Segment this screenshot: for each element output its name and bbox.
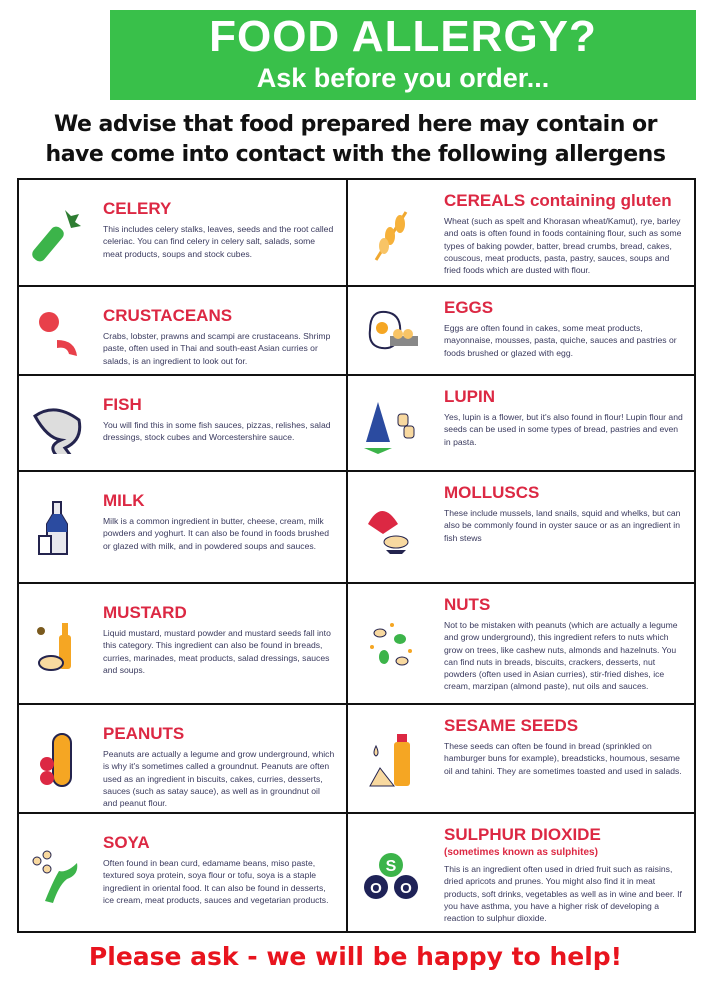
allergen-description: Crabs, lobster, prawns and scampi are crustaceans. Shrimp paste, often used in Thai and south-east Asian curries or salads, is an ingredient to look out for.	[103, 331, 331, 366]
allergen-description: Wheat (such as spelt and Khorasan wheat/Kamut), rye, barley and oats is often found in foods containing flour, such as some types of baking powder, batter, bread crumbs, bread, cakes, couscous, meat products, pasta, pastry, sauces, soups and fried foods which are dusted with flour.	[444, 216, 682, 276]
allergen-card-lupin	[348, 376, 696, 472]
allergen-card-soya	[19, 814, 348, 933]
fish-icon	[27, 392, 89, 454]
allergen-description: This is an ingredient often used in dried fruit such as raisins, dried apricots and prunes. You might also find it in meat products, soft drinks, vegetables as well as in wine and beer. If you have asthma, you have a higher risk of developing a reaction to sulphur dioxide.	[444, 864, 682, 924]
shell-icon	[360, 496, 422, 558]
allergen-name: NUTS	[444, 595, 491, 614]
allergen-name: CELERY	[103, 199, 172, 218]
allergen-description: Milk is a common ingredient in butter, cheese, cream, milk powders and yoghurt. It can also be found in foods brushed or glazed with milk, and in powdered soups and sauces.	[103, 516, 329, 551]
milk-bottle-icon	[27, 496, 89, 558]
allergen-subtitle: (sometimes known as sulphites)	[444, 847, 598, 858]
egg-icon	[360, 300, 422, 362]
lupin-icon	[360, 392, 422, 454]
allergen-description: You will find this in some fish sauces, pizzas, relishes, salad dressings, stock cubes and Worcestershire sauce.	[103, 420, 331, 443]
mustard-icon	[27, 613, 89, 675]
wheat-icon	[360, 202, 422, 264]
allergen-name: PEANUTS	[103, 724, 185, 743]
allergen-name: SOYA	[103, 833, 150, 852]
allergen-description: Not to be mistaken with peanuts (which are actually a legume and grow underground), this ingredient refers to nuts which grow on trees, like cashew nuts, almonds and hazelnuts. You can find nuts in breads, biscuits, crackers, desserts, nut powders (often used in Asian curries), stir-fried dishes, ice cream, marzipan (almond paste), nut oils and sauces.	[444, 620, 678, 692]
allergen-grid	[17, 178, 696, 933]
allergen-card-crustaceans	[19, 287, 348, 376]
crab-shrimp-icon	[27, 300, 89, 362]
so2-molecule-icon	[360, 843, 422, 905]
peanut-icon	[27, 728, 89, 790]
allergen-name: MOLLUSCS	[444, 483, 540, 502]
allergen-card-nuts	[348, 584, 696, 705]
allergen-card-sulphur-dioxide	[348, 814, 696, 933]
allergen-name: EGGS	[444, 298, 494, 317]
allergen-name: FISH	[103, 395, 142, 414]
sesame-oil-icon	[360, 728, 422, 790]
nuts-icon	[360, 613, 422, 675]
allergen-description: Yes, lupin is a flower, but it's also found in flour! Lupin flour and seeds can be used in some types of bread, pastries and even in pasta.	[444, 412, 683, 447]
allergen-description: These seeds can often be found in bread (sprinkled on hamburger buns for example), breadsticks, houmous, sesame oil and tahini. They are sometimes toasted and used in salads.	[444, 741, 682, 776]
allergen-name: CEREALS containing gluten	[444, 191, 672, 210]
advisory-text: We advise that food prepared here may contain or have come into contact with the following allergens	[45, 112, 666, 167]
allergen-card-celery	[19, 180, 348, 287]
allergen-card-mustard	[19, 584, 348, 705]
allergen-description: Often found in bean curd, edamame beans, miso paste, textured soya protein, soya flour or tofu, soya is a staple ingredient in oriental food. It can also be found in desserts, ice cream, meat products, sauces and vegetarian products.	[103, 858, 329, 905]
page-subtitle: Ask before you order...	[256, 63, 550, 93]
allergen-card-cereals-containing-gluten	[348, 180, 696, 287]
page-title: FOOD ALLERGY?	[209, 12, 597, 61]
celery-icon	[27, 202, 89, 264]
allergen-description: Eggs are often found in cakes, some meat products, mayonnaise, mousses, pasta, quiche, sauces and pastries or foods brushed or glazed with egg.	[444, 323, 677, 358]
allergen-description: Liquid mustard, mustard powder and mustard seeds fall into this category. This ingredient can also be found in breads, curries, marinades, meat products, salad dressings, sauces and soups.	[103, 628, 331, 675]
allergen-card-milk	[19, 472, 348, 584]
allergen-description: These include mussels, land snails, squid and whelks, but can also be commonly found in oyster sauce or as an ingredient in fish stews	[444, 508, 681, 543]
title-banner	[110, 10, 696, 100]
svg-text:O: O	[400, 879, 412, 897]
allergen-name: MUSTARD	[103, 603, 187, 622]
allergen-name: CRUSTACEANS	[103, 306, 233, 325]
allergen-card-peanuts	[19, 705, 348, 814]
allergen-name: SULPHUR DIOXIDE	[444, 825, 601, 844]
allergen-name: MILK	[103, 491, 145, 510]
svg-text:O: O	[370, 879, 382, 897]
allergen-card-fish	[19, 376, 348, 472]
allergen-card-molluscs	[348, 472, 696, 584]
allergen-card-eggs	[348, 287, 696, 376]
allergen-name: LUPIN	[444, 387, 495, 406]
allergen-description: Peanuts are actually a legume and grow underground, which is why it's sometimes called a groundnut. Peanuts are often used as an ingredient in biscuits, cakes, curries, desserts, sauces (such as satay sauce), as well as in groundnut oil and peanut flour.	[103, 749, 335, 809]
soy-bean-icon	[27, 843, 89, 905]
allergen-description: This includes celery stalks, leaves, seeds and the root called celeriac. You can find celery in celery salt, salads, some meat products, soups and stock cubes.	[103, 224, 334, 259]
allergen-card-sesame-seeds	[348, 705, 696, 814]
allergen-name: SESAME SEEDS	[444, 716, 579, 735]
footer-message: Please ask - we will be happy to help!	[88, 942, 623, 971]
so2-label-s: S	[385, 857, 397, 875]
